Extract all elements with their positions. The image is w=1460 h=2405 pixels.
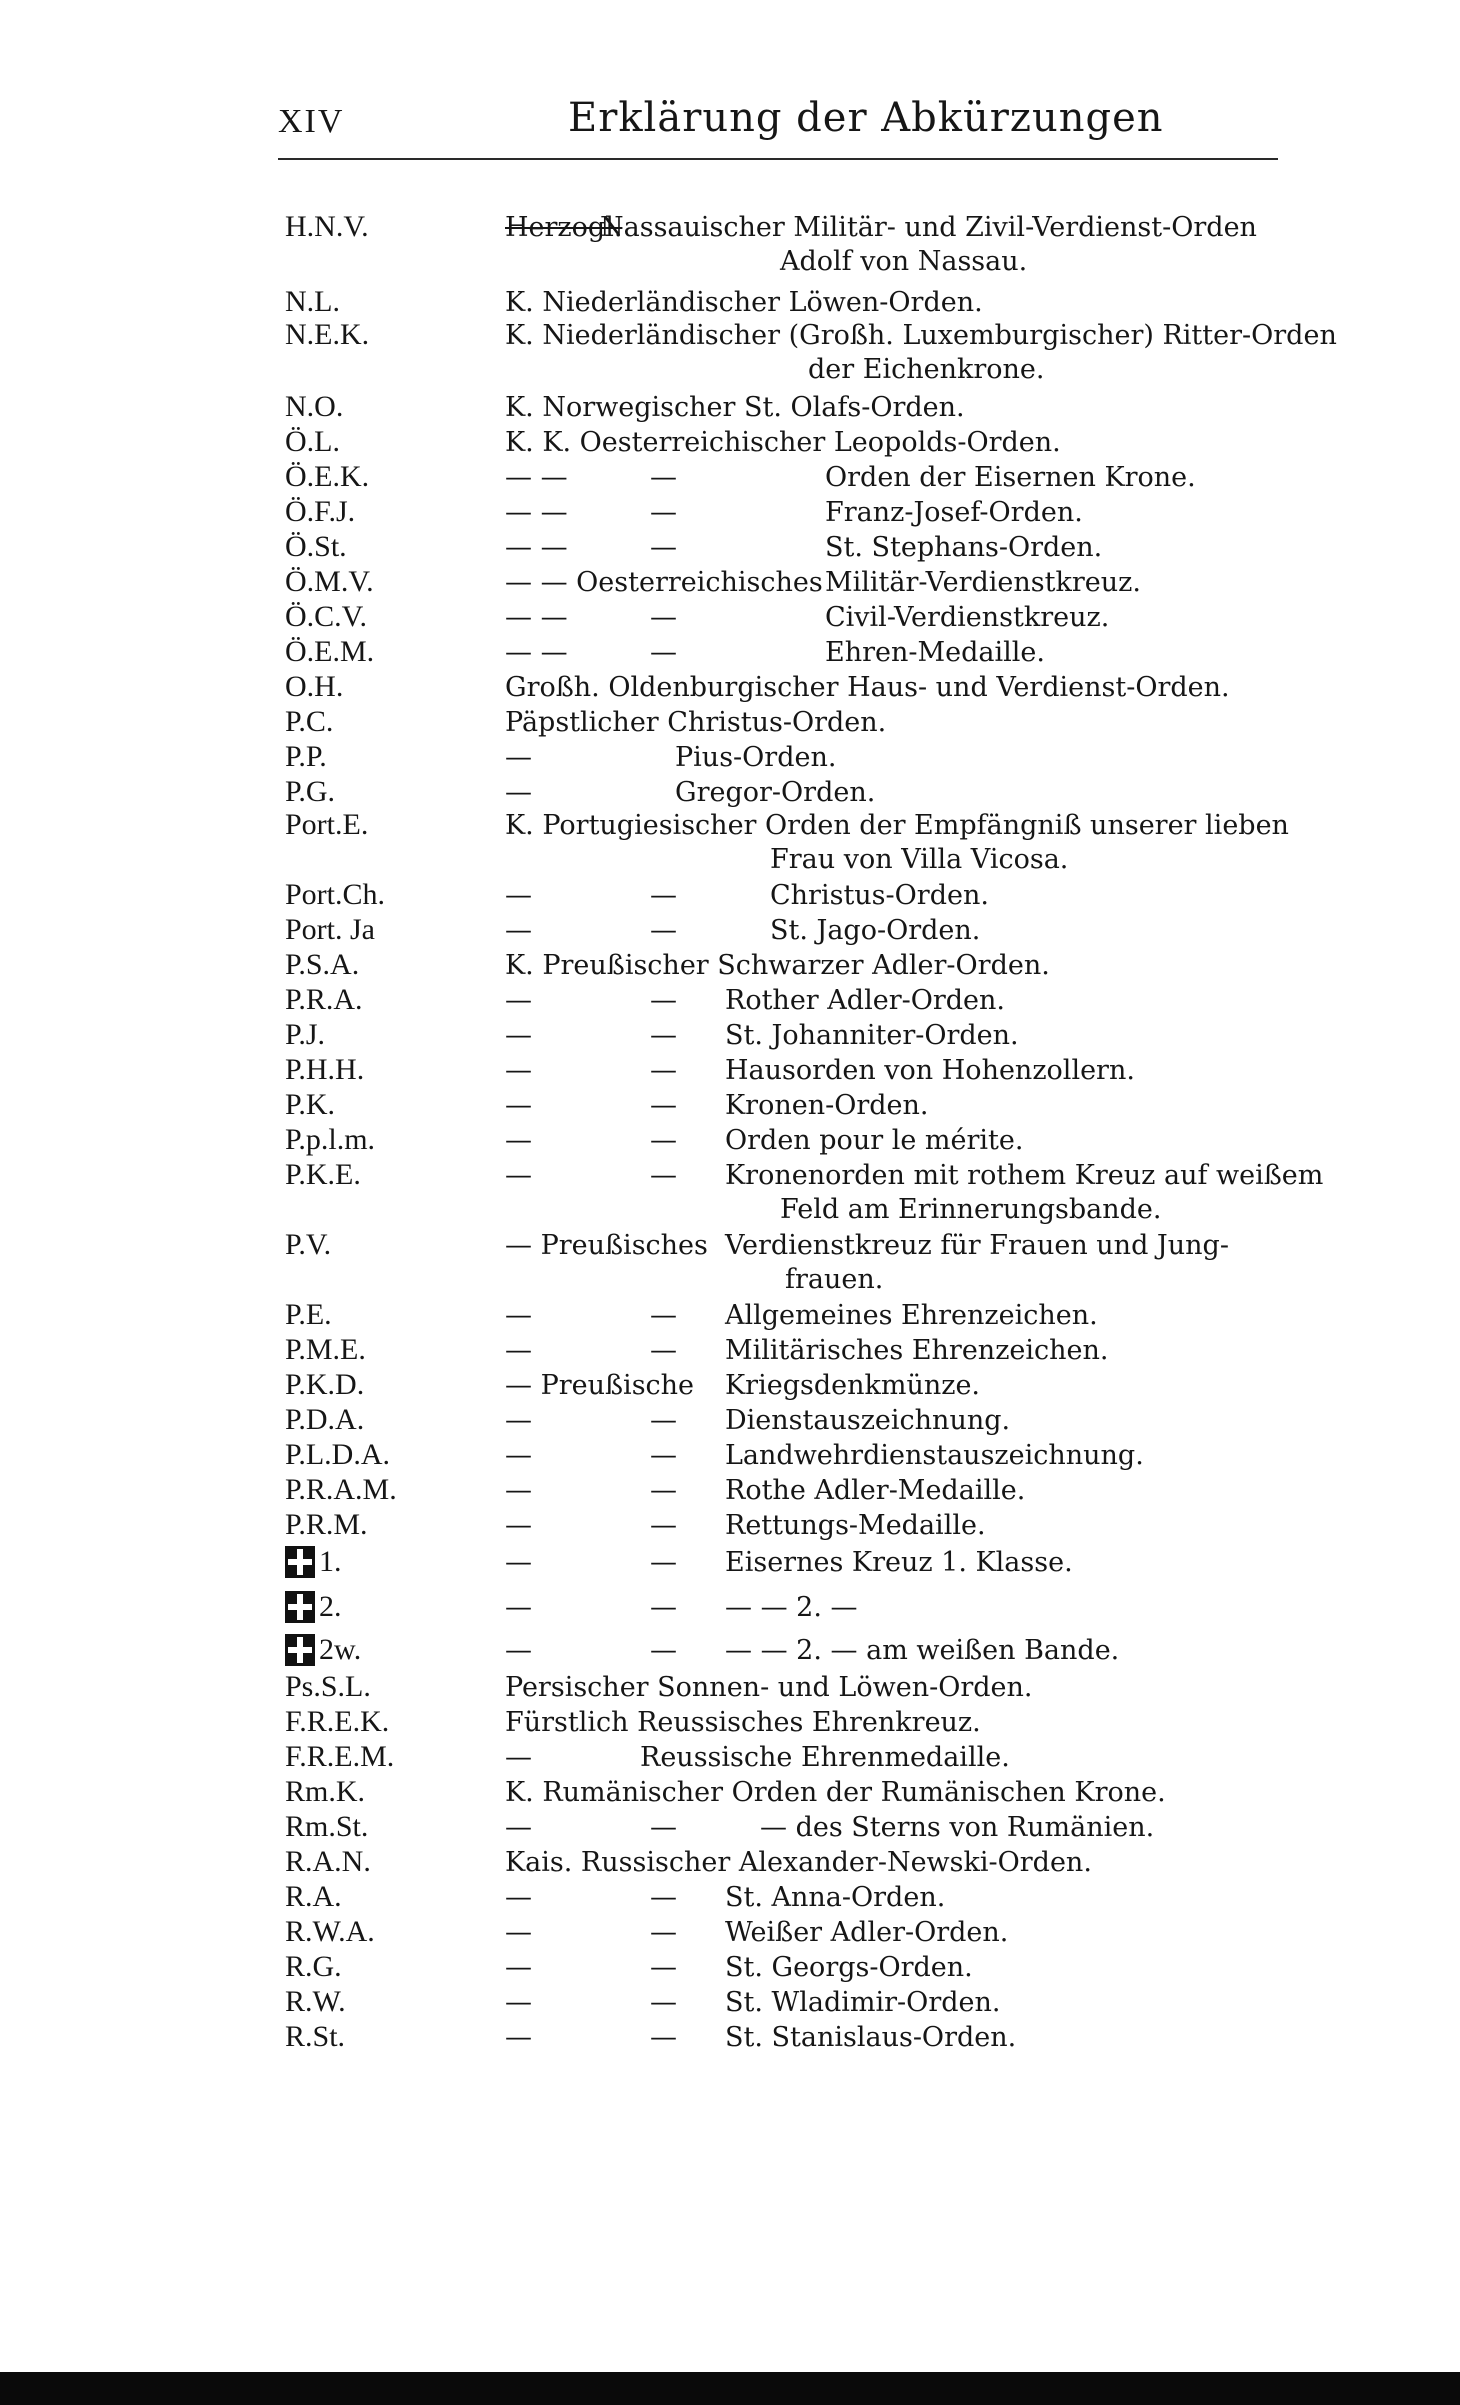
list-item [0,983,1460,1019]
description-part-1: — [505,915,532,946]
abbreviation-text: N.E.K. [285,318,370,351]
description-part-1: K. Rumänischer Orden der Rumänischen Krone. [505,1777,1166,1808]
abbreviation [285,460,369,494]
abbreviation-text: Port.E. [285,808,369,841]
abbreviation-text: Ö.F.J. [285,495,356,528]
description-part-3: Allgemeines Ehrenzeichen. [725,1300,1098,1331]
description-part-1: — — [505,637,568,668]
description-part-3: Pius-Orden. [675,742,837,773]
list-item [0,1775,1460,1811]
list-item [0,565,1460,601]
description-part-3: St. Anna-Orden. [725,1882,946,1913]
list-item [0,1438,1460,1474]
description-part-3: Rettungs-Medaille. [725,1510,986,1541]
description-part-2: — [650,462,677,493]
abbreviation-text: Ps.S.L. [285,1670,371,1703]
description-part-1: — — [505,532,568,563]
abbreviation [285,1950,342,1984]
list-item [0,1333,1460,1369]
list-item [0,2020,1460,2056]
description-part-1: Großh. Oldenburgischer Haus- und Verdienst-Orden. [505,672,1230,703]
list-item [0,530,1460,566]
description-part-3: Militär-Verdienstkreuz. [825,567,1141,598]
abbreviation-text: P.E. [285,1298,332,1331]
iron-cross-icon [285,1634,315,1666]
abbreviation [285,808,368,842]
abbreviation-text: P.R.A.M. [285,1473,397,1506]
description-part-2: — [650,880,677,911]
abbreviation-text: 1. [319,1545,342,1578]
list-item [0,1950,1460,1986]
description-part-3: Eisernes Kreuz 1. Klasse. [725,1547,1073,1578]
abbreviation [285,1705,389,1739]
list-item [0,775,1460,811]
list-item [0,1508,1460,1544]
description-part-2: — [650,1405,677,1436]
list-item [0,1545,1460,1581]
description-part-1: K. K. Oesterreichischer Leopolds-Orden. [505,427,1061,458]
description-part-3: — des Sterns von Rumänien. [760,1812,1155,1843]
description-continuation: der Eichenkrone. [808,354,1045,385]
description-part-1: — [505,1160,532,1191]
abbreviation-text: F.R.E.K. [285,1705,390,1738]
description-part-2: — [650,1160,677,1191]
abbreviation-text: Port.Ch. [285,878,386,911]
list-item [0,670,1460,706]
description-part-2: — [650,1635,677,1666]
abbreviation-text: P.R.A. [285,983,363,1016]
description-part-3: Kriegsdenkmünze. [725,1370,981,1401]
description-part-1: — — Oesterreichisches [505,567,823,598]
abbreviation [285,1880,342,1914]
description-part-3: Rother Adler-Orden. [725,985,1005,1016]
list-item [0,318,1460,385]
description-continuation: Adolf von Nassau. [780,246,1028,277]
abbreviation [285,1508,368,1542]
description-part-2: — [650,985,677,1016]
abbreviation-text: P.p.l.m. [285,1123,376,1156]
description-part-1: K. Niederländischer Löwen-Orden. [505,287,983,318]
description-part-2: — [650,1335,677,1366]
abbreviation [285,1845,371,1879]
abbreviation-text: P.K.D. [285,1368,365,1401]
description-part-3: Ehren-Medaille. [825,637,1045,668]
description-part-3: Orden pour le mérite. [725,1125,1024,1156]
list-item [0,878,1460,914]
abbreviation [285,210,369,244]
list-item [0,390,1460,426]
page-header [278,95,1278,155]
description-part-1: K. Niederländischer (Großh. Luxemburgischer) Ritter-Orden [505,320,1337,351]
list-item [0,808,1460,875]
description-part-3: Rothe Adler-Medaille. [725,1475,1026,1506]
description-part-2: — [650,532,677,563]
description-continuation: Frau von Villa Vicosa. [770,844,1069,875]
abbreviation [285,1740,394,1774]
description-part-2: Reussische Ehrenmedaille. [640,1742,1010,1773]
abbreviation [285,1438,390,1472]
description-part-1: — [505,1812,532,1843]
abbreviation-text: 2w. [319,1633,362,1666]
description-part-3: — — 2. — am weißen Bande. [725,1635,1120,1666]
description-part-2: — [650,1125,677,1156]
list-item [0,210,1460,277]
description-part-1: K. Norwegischer St. Olafs-Orden. [505,392,965,423]
description-part-1: Herzogl. [505,212,623,243]
abbreviation-text: Ö.E.K. [285,460,370,493]
abbreviation [285,913,375,947]
description-continuation: Feld am Erinnerungsbande. [780,1194,1162,1225]
abbreviation [285,1633,361,1667]
list-item [0,495,1460,531]
abbreviation [285,775,335,809]
description-part-1: — [505,985,532,1016]
description-part-2: — [650,1987,677,2018]
abbreviation-text: P.D.A. [285,1403,365,1436]
description-part-1: — [505,777,532,808]
description-part-2: — [650,1917,677,1948]
abbreviation-text: N.L. [285,285,340,318]
abbreviation-text: R.A. [285,1880,342,1913]
abbreviation [285,878,385,912]
abbreviation [285,1088,335,1122]
abbreviation [285,285,340,319]
abbreviation [285,1158,361,1192]
list-item [0,1845,1460,1881]
list-item [0,705,1460,741]
list-item [0,1740,1460,1776]
abbreviation-text: Port. Ja [285,913,375,946]
list-item [0,740,1460,776]
abbreviation-text: Ö.St. [285,530,347,563]
abbreviation [285,1368,364,1402]
description-part-2: — [650,1547,677,1578]
list-item [0,285,1460,321]
abbreviation [285,1403,364,1437]
list-item [0,635,1460,671]
description-part-3: Civil-Verdienstkreuz. [825,602,1110,633]
abbreviation [285,740,327,774]
scan-border [0,2372,1460,2405]
description-part-1: Persischer Sonnen- und Löwen-Orden. [505,1672,1033,1703]
list-item [0,1810,1460,1846]
list-item [0,1915,1460,1951]
abbreviation [285,530,347,564]
description-part-1: — [505,1987,532,2018]
abbreviation [285,1228,331,1262]
description-part-1: — [505,1300,532,1331]
page-title: Erklärung der Abkürzungen [568,95,1164,141]
description-part-1: — [505,880,532,911]
description-part-3: Militärisches Ehrenzeichen. [725,1335,1109,1366]
description-part-1: — [505,1020,532,1051]
abbreviation-text: P.R.M. [285,1508,368,1541]
abbreviation [285,670,343,704]
description-part-1: — [505,1547,532,1578]
description-part-2: — [650,1020,677,1051]
abbreviation [285,1018,325,1052]
description-part-2: — [650,1055,677,1086]
abbreviation-text: Rm.St. [285,1810,369,1843]
abbreviation-text: F.R.E.M. [285,1740,395,1773]
list-item [0,1053,1460,1089]
description-part-1: — — [505,602,568,633]
description-part-1: — — [505,462,568,493]
list-item [0,1088,1460,1124]
abbreviation [285,1298,332,1332]
description-part-3: St. Stephans-Orden. [825,532,1103,563]
list-item [0,1298,1460,1334]
description-part-1: — [505,1055,532,1086]
abbreviation-text: P.P. [285,740,327,773]
abbreviation-text: P.J. [285,1018,326,1051]
description-part-1: Päpstlicher Christus-Orden. [505,707,887,738]
iron-cross-icon [285,1546,315,1578]
abbreviation-text: R.G. [285,1950,342,1983]
abbreviation [285,1985,346,2019]
list-item [0,425,1460,461]
description-part-1: — [505,1475,532,1506]
abbreviation [285,600,367,634]
abbreviation-text: 2. [319,1590,342,1623]
description-part-3: St. Wladimir-Orden. [725,1987,1001,2018]
abbreviation-text: P.M.E. [285,1333,366,1366]
description-part-3: — — 2. — [725,1592,858,1623]
header-rule [278,158,1278,160]
abbreviation [285,1810,368,1844]
description-part-1: — [505,1510,532,1541]
description-part-3: Dienstauszeichnung. [725,1405,1011,1436]
description-part-2: — [650,602,677,633]
description-part-1: — [505,1742,532,1773]
description-part-3: Nassauischer Militär- und Zivil-Verdienst-Orden [600,212,1257,243]
abbreviation-text: H.N.V. [285,210,369,243]
abbreviation [285,1670,371,1704]
abbreviation-text: Ö.C.V. [285,600,367,633]
abbreviation-text: Ö.E.M. [285,635,375,668]
description-part-2: — [650,915,677,946]
list-item [0,1473,1460,1509]
description-part-1: — [505,1882,532,1913]
abbreviation [285,1123,375,1157]
description-part-3: Verdienstkreuz für Frauen und Jung- [725,1230,1229,1261]
description-part-1: — [505,1917,532,1948]
abbreviation-text: P.S.A. [285,948,360,981]
description-part-2: — [650,497,677,528]
description-part-3: Weißer Adler-Orden. [725,1917,1009,1948]
abbreviation-text: P.G. [285,775,336,808]
description-part-3: Kronen-Orden. [725,1090,929,1121]
description-part-2: — [650,1592,677,1623]
abbreviation [285,705,333,739]
description-part-1: — [505,1440,532,1471]
abbreviation [285,425,340,459]
description-part-1: Kais. Russischer Alexander-Newski-Orden. [505,1847,1092,1878]
abbreviation-text: R.W.A. [285,1915,375,1948]
abbreviation-text: Rm.K. [285,1775,366,1808]
abbreviation-text: P.K. [285,1088,336,1121]
abbreviation [285,1053,364,1087]
description-part-2: — [650,1440,677,1471]
abbreviation-text: P.L.D.A. [285,1438,391,1471]
abbreviation-text: P.K.E. [285,1158,361,1191]
list-item [0,1228,1460,1295]
abbreviation [285,1473,397,1507]
list-item [0,460,1460,496]
abbreviation-text: O.H. [285,670,344,703]
description-part-3: Hausorden von Hohenzollern. [725,1055,1135,1086]
list-item [0,948,1460,984]
description-part-3: Landwehrdienstauszeichnung. [725,1440,1144,1471]
description-part-1: K. Preußischer Schwarzer Adler-Orden. [505,950,1050,981]
description-part-1: — [505,1090,532,1121]
description-part-2: — [650,1475,677,1506]
abbreviation-text: P.V. [285,1228,332,1261]
description-part-2: — [650,1952,677,1983]
list-item [0,1590,1460,1626]
description-part-1: — [505,742,532,773]
description-part-3: Kronenorden mit rothem Kreuz auf weißem [725,1160,1324,1191]
list-item [0,1368,1460,1404]
description-part-2: — [650,1090,677,1121]
abbreviation [285,1590,342,1624]
abbreviation-text: R.St. [285,2020,346,2053]
description-part-3: St. Stanislaus-Orden. [725,2022,1017,2053]
description-part-2: — [650,637,677,668]
description-part-1: — Preußische [505,1370,695,1401]
abbreviation [285,1915,375,1949]
list-item [0,1018,1460,1054]
description-part-1: K. Portugiesischer Orden der Empfängniß unserer lieben [505,810,1289,841]
description-part-3: Franz-Josef-Orden. [825,497,1083,528]
abbreviation [285,390,343,424]
description-part-3: St. Johanniter-Orden. [725,1020,1019,1051]
description-part-2: — [650,1812,677,1843]
abbreviation-text: Ö.M.V. [285,565,374,598]
abbreviation [285,948,359,982]
list-item [0,1123,1460,1159]
description-part-1: — [505,1952,532,1983]
description-part-2: — [650,1300,677,1331]
abbreviation [285,495,355,529]
abbreviation [285,2020,345,2054]
abbreviation [285,635,374,669]
description-part-1: — — [505,497,568,528]
description-part-1: — [505,2022,532,2053]
description-part-3: Christus-Orden. [770,880,989,911]
description-part-1: — [505,1125,532,1156]
list-item [0,1670,1460,1706]
description-part-2: — [650,1510,677,1541]
abbreviation-text: R.A.N. [285,1845,371,1878]
page-number: XIV [278,103,345,140]
abbreviation [285,1333,366,1367]
description-part-1: — Preußisches [505,1230,708,1261]
description-part-1: — [505,1592,532,1623]
abbreviation-text: Ö.L. [285,425,340,458]
abbreviation [285,1775,365,1809]
list-item [0,1633,1460,1669]
description-continuation: frauen. [785,1264,884,1295]
abbreviation-text: R.W. [285,1985,346,2018]
list-item [0,913,1460,949]
list-item [0,600,1460,636]
description-part-1: — [505,1635,532,1666]
abbreviation [285,1545,342,1579]
abbreviation [285,565,374,599]
list-item [0,1403,1460,1439]
abbreviation-text: N.O. [285,390,344,423]
abbreviation-text: P.C. [285,705,334,738]
description-part-3: St. Georgs-Orden. [725,1952,973,1983]
abbreviation [285,318,369,352]
description-part-1: — [505,1335,532,1366]
description-part-3: Gregor-Orden. [675,777,876,808]
description-part-1: — [505,1405,532,1436]
description-part-2: — [650,1882,677,1913]
abbreviation [285,983,363,1017]
list-item [0,1158,1460,1225]
description-part-1: Fürstlich Reussisches Ehrenkreuz. [505,1707,981,1738]
description-part-3: St. Jago-Orden. [770,915,981,946]
list-item [0,1705,1460,1741]
iron-cross-icon [285,1591,315,1623]
description-part-3: Orden der Eisernen Krone. [825,462,1196,493]
abbreviation-text: P.H.H. [285,1053,365,1086]
list-item [0,1880,1460,1916]
list-item [0,1985,1460,2021]
description-part-2: — [650,2022,677,2053]
